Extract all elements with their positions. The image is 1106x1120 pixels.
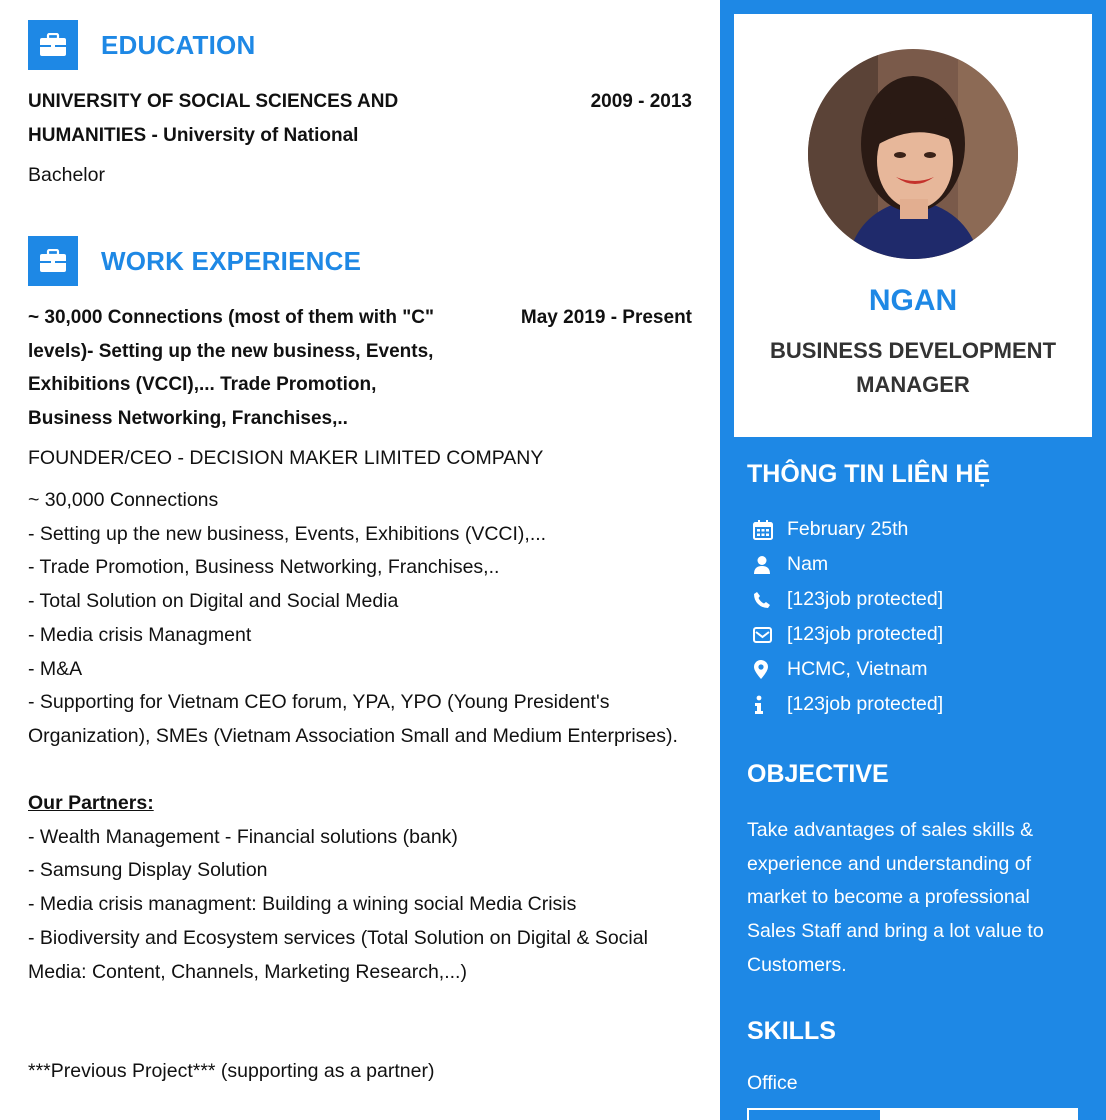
partners-title: Our Partners: [28,792,154,814]
phone-icon [747,591,780,609]
school-name-line1: UNIVERSITY OF SOCIAL SCIENCES AND [28,91,399,112]
school-name-line2: HUMANITIES - University of National [28,124,359,146]
work-detail-line: ~ 30,000 Connections [28,489,219,511]
work-headline-line: ~ 30,000 Connections (most of them with "C" [28,307,434,328]
user-icon [747,555,780,575]
partner-line: - Samsung Display Solution [28,859,268,882]
work-detail-line: - Total Solution on Digital and Social Media [28,590,399,613]
calendar-icon [747,520,780,540]
work-details [28,484,692,754]
partners-list [28,787,692,989]
work-headline-line: Business Networking, Franchises,.. [28,407,348,429]
education-dates: 2009 - 2013 [590,91,692,112]
briefcase-icon [28,20,78,70]
contact-item-email [747,617,943,652]
objective-line: market to become a professional [747,886,1030,909]
profile-role [734,334,1092,402]
education-degree: Bachelor [28,164,105,186]
skill-bar-fill [749,1110,880,1120]
work-title: WORK EXPERIENCE [101,245,362,276]
work-detail-line: - Setting up the new business, Events, Exhibitions (VCCI),... [28,522,547,545]
contact-text: February 25th [787,518,909,540]
work-headline-line: Exhibitions (VCCI),... Trade Promotion, [28,374,377,395]
skill-label: Office [747,1072,798,1094]
map-pin-icon [747,660,780,680]
avatar [808,49,1018,259]
work-detail-line: - Trade Promotion, Business Networking, Franchises,.. [28,556,500,579]
contact-item-gender [747,547,943,582]
main-column [28,0,692,1120]
work-position: FOUNDER/CEO - DECISION MAKER LIMITED COMPANY [28,447,544,469]
partner-line: - Biodiversity and Ecosystem services (Total Solution on Digital & Social [28,926,648,949]
work-entry [28,301,692,435]
objective-line: Take advantages of sales skills & [747,819,1034,841]
contact-title: THÔNG TIN LIÊN HỆ [747,460,991,488]
contact-item-phone [747,582,943,617]
education-entry [28,85,692,152]
objective-line: experience and understanding of [747,852,1032,875]
skill-bar [747,1108,1078,1120]
profile-role-line2: MANAGER [856,372,970,397]
contact-list [747,512,943,722]
objective-line: Sales Staff and bring a lot value to [747,920,1044,943]
work-header [28,236,361,286]
work-detail-line: - Media crisis Managment [28,623,252,646]
contact-item-birthday [747,512,943,547]
info-icon [747,695,780,715]
objective-line: Customers. [747,953,847,976]
profile-name: NGAN [868,284,958,317]
contact-text: Nam [787,553,829,575]
work-detail-line: Organization), SMEs (Vietnam Association Small and Medium Enterprises). [28,724,678,747]
work-dates: May 2019 - Present [520,307,692,328]
previous-project: ***Previous Project*** (supporting as a partner) [28,1060,435,1082]
objective-title: OBJECTIVE [747,760,889,788]
contact-text: [123job protected] [787,693,944,715]
education-title: EDUCATION [101,29,256,60]
education-header [28,20,255,70]
partner-line: - Media crisis managment: Building a wining social Media Crisis [28,893,577,916]
contact-text: [123job protected] [787,588,944,610]
contact-text: HCMC, Vietnam [787,658,928,680]
profile-card [734,14,1092,437]
contact-item-info [747,687,943,722]
skills-title: SKILLS [747,1017,836,1045]
partner-line: - Wealth Management - Financial solutions (bank) [28,825,458,848]
envelope-icon [747,627,780,643]
partner-line: Media: Content, Channels, Marketing Research,...) [28,960,467,983]
contact-text: [123job protected] [787,623,944,645]
work-headline-line: levels)- Setting up the new business, Events, [28,340,434,362]
work-detail-line: - M&A [28,657,83,680]
contact-item-location [747,652,943,687]
objective-text [747,814,1077,983]
work-detail-line: - Supporting for Vietnam CEO forum, YPA, YPO (Young President's [28,691,610,714]
briefcase-icon [28,236,78,286]
sidebar [720,0,1106,1120]
profile-role-line1: BUSINESS DEVELOPMENT [769,338,1057,363]
